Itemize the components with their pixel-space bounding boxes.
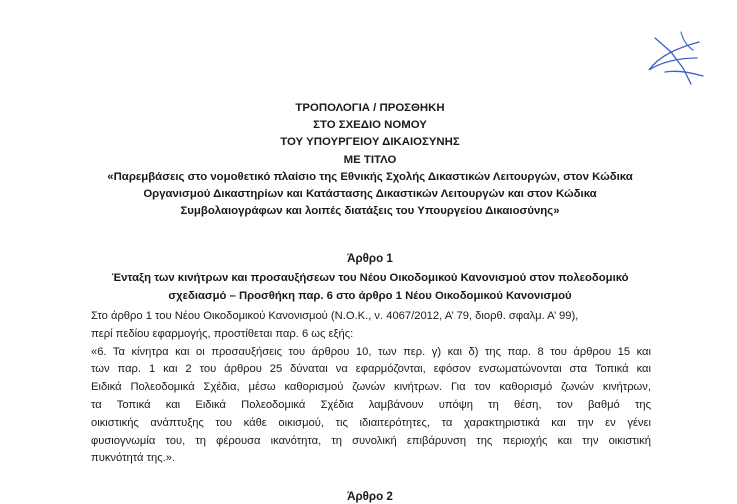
- article-1-heading: [92, 270, 648, 305]
- body-line-4: των παρ. 1 και 2 του άρθρου 25 δύναται να εφαρμόζονται, εφόσον ενσωματώνονται στα Τοπικά και: [91, 363, 651, 376]
- signature-icon: [637, 28, 707, 90]
- article-1-title: Άρθρο 1: [347, 252, 393, 265]
- header-line-1: ΤΡΟΠΟΛΟΓΙΑ / ΠΡΟΣΘΗΚΗ: [295, 102, 445, 114]
- body-line-2: περί πεδίου εφαρμογής, προστίθεται παρ. 6 ως εξής:: [91, 327, 354, 340]
- article-2-title: Άρθρο 2: [347, 490, 393, 503]
- bill-title-line-3: Συμβολαιογράφων και λοιπές διατάξεις του Υπουργείου Δικαιοσύνης»: [180, 205, 560, 218]
- body-line-6: τα Τοπικά και Ειδικά Πολεοδομικά Σχέδια λαμβάνουν υπόψη τη θέση, τον βαθμό της: [91, 398, 651, 411]
- body-line-7: οικιστικής ανάπτυξης του κάθε οικισμού, τις ιδιαιτερότητες, τα χαρακτηριστικά και την εν γένει: [91, 416, 651, 429]
- amendment-header: [80, 100, 660, 220]
- article-1-body: [91, 308, 651, 468]
- article-1-heading-line-2: σχεδιασμό – Προσθήκη παρ. 6 στο άρθρο 1 Νέου Οικοδομικού Κανονισμού: [168, 289, 572, 302]
- body-line-3: «6. Τα κίνητρα και οι προσαυξήσεις του άρθρου 10, των περ. γ) και δ) της παρ. 8 του άρθρου 15 και: [91, 345, 651, 358]
- body-line-5: Ειδικά Πολεοδομικά Σχέδια, μέσω καθορισμού ζωνών κινήτρων. Για τον καθορισμό ζωνών κινήτρων,: [91, 381, 651, 394]
- header-line-2: ΣΤΟ ΣΧΕΔΙΟ ΝΟΜΟΥ: [313, 119, 427, 132]
- article-1-heading-line-1: Ένταξη των κινήτρων και προσαυξήσεων του Νέου Οικοδομικού Κανονισμού στον πολεοδομικό: [111, 272, 629, 284]
- body-line-1: Στο άρθρο 1 του Νέου Οικοδομικού Κανονισμού (Ν.Ο.Κ., ν. 4067/2012, Α’ 79, διορθ. σφαλμ. Α’ 99),: [91, 310, 579, 322]
- bill-title-line-2: Οργανισμού Δικαστηρίων και Κατάστασης Δικαστικών Λειτουργών και στον Κώδικα: [143, 188, 597, 201]
- header-line-3: ΤΟΥ ΥΠΟΥΡΓΕΙΟΥ ΔΙΚΑΙΟΣΥΝΗΣ: [280, 136, 460, 149]
- body-line-9: πυκνότητά της.».: [91, 452, 176, 465]
- body-line-8: φυσιογνωμία του, τη φέρουσα ικανότητα, τη συνολική επιβάρυνση της περιοχής και την οικιστική: [91, 434, 651, 447]
- bill-title-line-1: «Παρεμβάσεις στο νομοθετικό πλαίσιο της Εθνικής Σχολής Δικαστικών Λειτουργών, στον Κώδικα: [107, 170, 633, 183]
- header-line-4: ΜΕ ΤΙΤΛΟ: [343, 153, 397, 166]
